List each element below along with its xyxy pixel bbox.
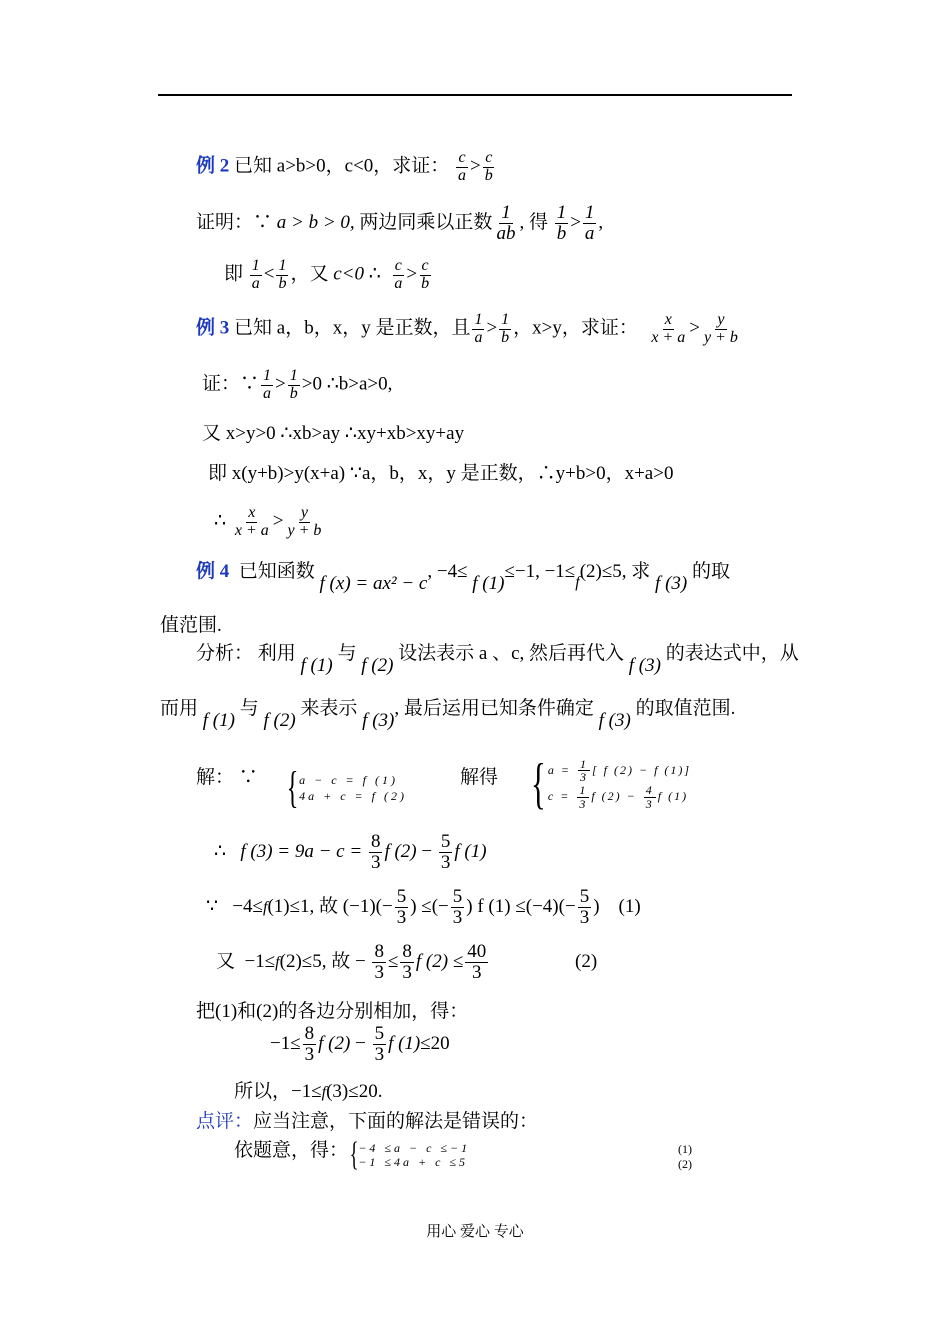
by-meaning: 依题意，得： — [234, 1140, 349, 1161]
ex3-proof-line2: 又 x>y>0 ∴xb>ay ∴xy+xb>xy+ay — [202, 423, 465, 444]
frac-1-over-a: $\frac{1}{a}$ — [584, 202, 595, 244]
add-sides: 把(1)和(2)的各边分别相加，得： — [196, 1001, 469, 1022]
ex4-line-given: 例 4 已知函数 f (x) = ax² − c, −4≤ f (1)≤−1, $-1\le_f(2)\le 5$, 求 f (3) 的取 — [196, 561, 730, 594]
system-given: { a − c = f (1) 4a + c = f (2) — [286, 763, 407, 812]
ex2-line-given: 例 2 已知 a>b>0，c<0，求证： $\frac{c}{a}$ > $\frac{c}{b}$ — [196, 149, 493, 184]
ex2-proof-line: 证明：∵ a > b > 0, 两边同乘以正数 $\frac{1}{ab}$ , 得 $\frac{1}{b}$ > $\frac{1}{a}$ , — [196, 202, 604, 244]
ex2-given: 已知 a>b>0，c<0，求证： — [234, 155, 450, 177]
ex2-label: 例 2 — [196, 155, 230, 177]
comment-label: 点评： — [196, 1111, 254, 1132]
system-solution: { a = $\frac{1}{3}$ [ f (2) − f (1)] c = $\frac{1}{3}$ f (2) − $\frac{4}{3}$ f (1) — [531, 753, 692, 815]
frac-c-over-a: $\frac{c}{a}$ — [458, 149, 467, 184]
bound-f1-line: ∵ −4≤f(1)≤1, 故 (−1)(− $\frac{5}{3}$ ) ≤(− $\frac{5}{3}$ ) f (1) ≤(−4)(− $\frac{5}{3}$ ) (1) — [206, 886, 641, 928]
ex4-sol-prefix: 解： ∵ — [196, 767, 258, 788]
frac-1-over-b: $\frac{1}{b}$ — [556, 202, 567, 244]
ex4-analysis2: 而用 f (1) 与 f (2) 来表示 f (3), 最后运用已知条件确定 f (3) 的取值范围. — [160, 698, 736, 731]
ex4-line2: 值范围. — [160, 615, 222, 636]
header-rule — [158, 94, 792, 96]
ex3-conclusion: ∴ $\frac{x}{x + a}$ > $\frac{y}{y + b}$ — [214, 504, 322, 539]
frac-c-over-b: $\frac{c}{b}$ — [484, 149, 493, 184]
sum-line: −1≤ $\frac{8}{3}$ f (2) − $\frac{5}{3}$ f (1)≤20 — [270, 1023, 450, 1065]
ex3-proof-line1: 证：∵ $\frac{1}{a}$ > $\frac{1}{b}$ >0 ∴b>a>0, — [202, 367, 393, 402]
ex2-ji-line: 即 $\frac{1}{a}$ < $\frac{1}{b}$ ，又 c<0 ∴ $\frac{c}{a}$ > $\frac{c}{b}$ — [224, 257, 430, 292]
f3-expression: ∴ f (3) = 9a − c = $\frac{8}{3}$ f (2) − $\frac{5}{3}$ f (1) — [214, 831, 487, 873]
solve-label: 解得 — [460, 767, 499, 788]
bound-f2-line: 又 −1≤f(2)≤5, 故 − $\frac{8}{3}$ ≤ $\frac{8}{3}$ f (2) ≤ $\frac{40}{3}$ (2) — [216, 941, 598, 983]
frac-1-over-ab: $\frac{1}{ab}$ — [496, 202, 516, 244]
ex3-line-given: 例 3 已知 a，b，x，y 是正数，且 $\frac{1}{a}$ > $\frac{1}{b}$ ，x>y，求证： $\frac{x}{x + a}$ > $\frac{y}{y + b}$ — [196, 311, 738, 346]
wrong-system: { −4 ≤a − c ≤−1 −1 ≤4a + c ≤5 — [349, 1136, 471, 1173]
ex4-analysis1: 分析： 利用 f (1) 与 f (2) 设法表示 a 、c, 然后再代入 f (3) 的表达式中，从 — [196, 643, 799, 676]
footer: 用心 爱心 专心 — [426, 1224, 524, 1240]
conclusion: 所以，−1≤f(3)≤20. — [234, 1081, 383, 1102]
comment-line: 点评：应当注意，下面的解法是错误的： — [196, 1111, 539, 1132]
ex3-label: 例 3 — [196, 317, 230, 339]
ex3-proof-line3: 即 x(y+b)>y(x+a) ∵a，b，x，y 是正数，∴y+b>0，x+a>0 — [208, 463, 674, 484]
ex4-label: 例 4 — [196, 561, 230, 582]
wrong-system-marks: (1) (2) — [678, 1142, 692, 1171]
